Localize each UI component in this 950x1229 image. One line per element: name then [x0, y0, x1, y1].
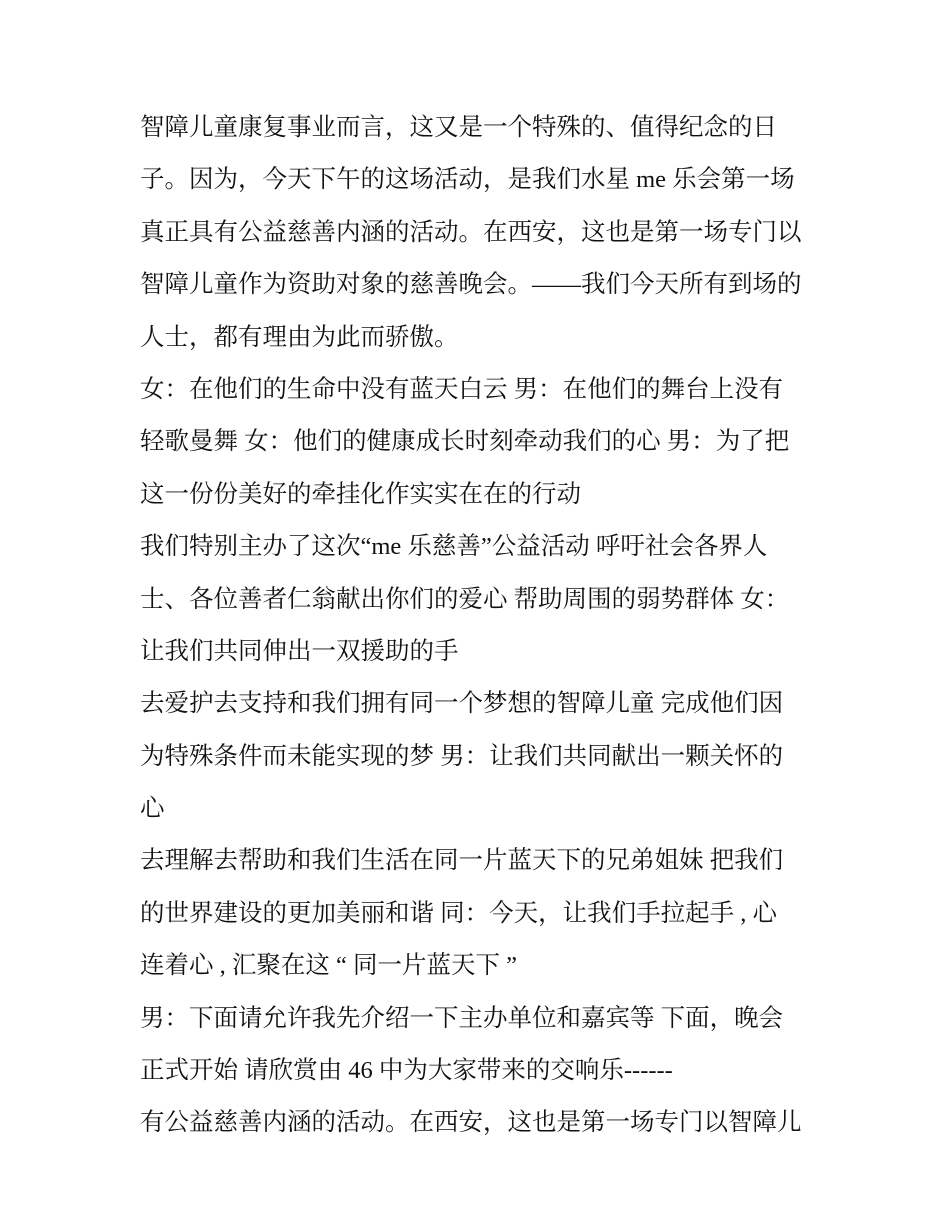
- text-line-20: 有公益慈善内涵的活动。在西安，这也是第一场专门以智障儿: [140, 1109, 802, 1137]
- text-line-6: 女：在他们的生命中没有蓝天白云 男：在他们的舞台上没有: [140, 375, 784, 403]
- text-line-7: 轻歌曼舞 女：他们的健康成长时刻牵动我们的心 男：为了把: [140, 428, 790, 456]
- text-line-9: 我们特别主办了这次“me 乐慈善”公益活动 呼吁社会各界人: [140, 533, 768, 561]
- text-line-14: 心: [140, 795, 165, 823]
- text-line-19: 正式开始 请欣赏由 46 中为大家带来的交响乐------: [140, 1057, 673, 1085]
- text-line-13: 为特殊条件而未能实现的梦 男：让我们共同献出一颗关怀的: [140, 742, 784, 770]
- body-text: [140, 102, 830, 1150]
- text-line-12: 去爱护去支持和我们拥有同一个梦想的智障儿童 完成他们因: [140, 690, 784, 718]
- text-line-5: 人士，都有理由为此而骄傲。: [140, 323, 459, 351]
- text-line-11: 让我们共同伸出一双援助的手: [140, 637, 459, 665]
- text-line-17: 连着心 , 汇聚在这 “ 同一片蓝天下 ”: [140, 952, 517, 980]
- text-line-4: 智障儿童作为资助对象的慈善晚会。——我们今天所有到场的: [140, 271, 802, 299]
- text-line-18: 男：下面请允许我先介绍一下主办单位和嘉宾等 下面，晚会: [140, 1004, 784, 1032]
- text-line-16: 的世界建设的更加美丽和谐 同：今天，让我们手拉起手 , 心: [140, 899, 777, 927]
- text-line-3: 真正具有公益慈善内涵的活动。在西安，这也是第一场专门以: [140, 218, 802, 246]
- text-line-8: 这一份份美好的牵挂化作实实在在的行动: [140, 480, 581, 508]
- text-line-2: 子。因为，今天下午的这场活动，是我们水星 me 乐会第一场: [140, 166, 795, 194]
- text-line-1: 智障儿童康复事业而言，这又是一个特殊的、值得纪念的日: [140, 114, 777, 141]
- text-line-15: 去理解去帮助和我们生活在同一片蓝天下的兄弟姐妹 把我们: [140, 847, 784, 875]
- text-line-10: 士、各位善者仁翁献出你们的爱心 帮助周围的弱势群体 女：: [140, 585, 790, 613]
